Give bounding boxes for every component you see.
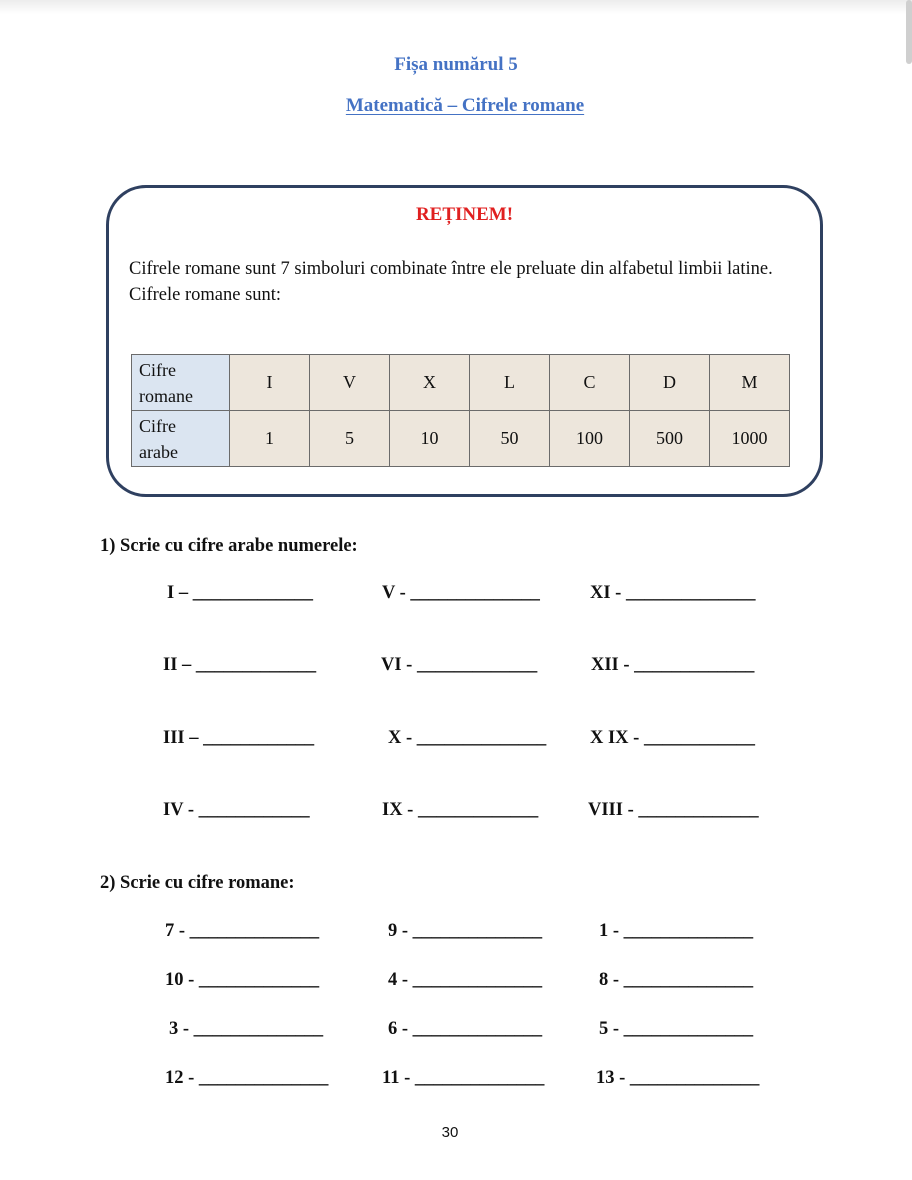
exercise-1-title: 1) Scrie cu cifre arabe numerele: [100, 536, 358, 556]
exercise-2-item[interactable]: 12 - ______________ [165, 1068, 329, 1088]
numerals-table [131, 354, 790, 467]
exercise-2-item[interactable]: 8 - ______________ [599, 970, 754, 990]
remember-text [129, 256, 819, 308]
roman-cell: I [230, 355, 310, 411]
exercise-2-item[interactable]: 3 - ______________ [169, 1019, 324, 1039]
arabic-row-label-line2: arabe [139, 441, 178, 462]
sheet-title: Fișa numărul 5 [394, 54, 518, 75]
exercise-2-item[interactable]: 6 - ______________ [388, 1019, 543, 1039]
exercise-1-item[interactable]: IV - ____________ [163, 800, 310, 820]
arabic-cell: 1000 [710, 411, 790, 467]
exercise-2-item[interactable]: 5 - ______________ [599, 1019, 754, 1039]
exercise-1-item[interactable]: II – _____________ [163, 655, 317, 675]
exercise-1-item[interactable]: X IX - ____________ [590, 728, 755, 748]
exercise-2-item[interactable]: 10 - _____________ [165, 970, 320, 990]
subject-title-text: Matematică – Cifrele romane [345, 95, 585, 116]
exercise-2-item[interactable]: 11 - ______________ [382, 1068, 545, 1088]
exercise-1-item[interactable]: VIII - _____________ [588, 800, 759, 820]
arabic-row-label-line1: Cifre [139, 415, 176, 436]
exercise-2-item[interactable]: 1 - ______________ [599, 921, 754, 941]
exercise-2-item[interactable]: 7 - ______________ [165, 921, 320, 941]
arabic-cell: 1 [230, 411, 310, 467]
roman-cell: X [390, 355, 470, 411]
arabic-row-label [132, 411, 230, 467]
arabic-row [132, 411, 790, 467]
top-shadow [0, 0, 912, 14]
exercise-2-item[interactable]: 9 - ______________ [388, 921, 543, 941]
page-number: 30 [441, 1124, 459, 1141]
remember-paragraph-2: Cifrele romane sunt: [129, 285, 282, 305]
exercise-1-item[interactable]: XII - _____________ [591, 655, 755, 675]
roman-cell: C [550, 355, 630, 411]
roman-cell: D [630, 355, 710, 411]
exercise-2-title: 2) Scrie cu cifre romane: [100, 873, 295, 893]
roman-row-label-line2: romane [139, 385, 193, 406]
exercise-1-item[interactable]: V - ______________ [382, 583, 540, 603]
arabic-cell: 100 [550, 411, 630, 467]
exercise-1-item[interactable]: III – ____________ [163, 728, 315, 748]
arabic-cell: 50 [470, 411, 550, 467]
remember-box [106, 185, 823, 497]
roman-cell: M [710, 355, 790, 411]
exercise-1-item[interactable]: IX - _____________ [382, 800, 539, 820]
arabic-cell: 5 [310, 411, 390, 467]
exercise-1-item[interactable]: X - ______________ [388, 728, 547, 748]
roman-row-label [132, 355, 230, 411]
exercise-1-item[interactable]: XI - ______________ [590, 583, 756, 603]
roman-row [132, 355, 790, 411]
exercise-2-item[interactable]: 13 - ______________ [596, 1068, 760, 1088]
exercise-1-item[interactable]: I – _____________ [167, 583, 313, 603]
remember-heading: REȚINEM! [415, 204, 514, 225]
roman-row-label-line1: Cifre [139, 359, 176, 380]
arabic-cell: 500 [630, 411, 710, 467]
roman-cell: V [310, 355, 390, 411]
roman-cell: L [470, 355, 550, 411]
exercise-1-item[interactable]: VI - _____________ [381, 655, 538, 675]
subject-title [0, 95, 912, 117]
remember-paragraph-1: Cifrele romane sunt 7 simboluri combinate între ele preluate din alfabetul limbii latine. [129, 259, 773, 279]
arabic-cell: 10 [390, 411, 470, 467]
exercise-2-item[interactable]: 4 - ______________ [388, 970, 543, 990]
